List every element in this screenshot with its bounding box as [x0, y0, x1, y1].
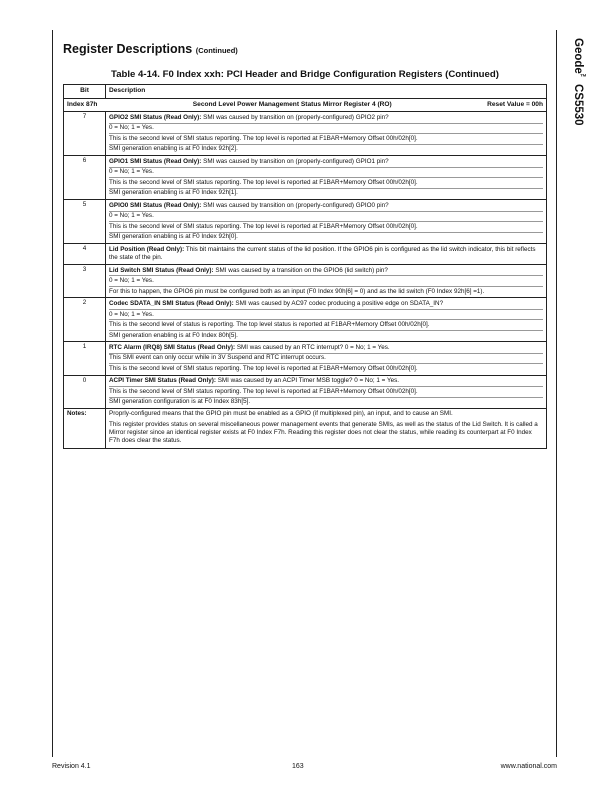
section-title: Register Descriptions (Continued) [63, 42, 238, 56]
table-row [64, 298, 547, 342]
bit-description [106, 156, 547, 200]
description-line: 0 = No; 1 = Yes. [109, 167, 543, 177]
bit-description [106, 342, 547, 375]
bit-number: 7 [64, 112, 106, 156]
index-row [64, 98, 547, 112]
bit-summary: SMI was caused by an ACPI Timer MSB toggle? 0 = No; 1 = Yes. [215, 377, 400, 385]
bit-description [106, 375, 547, 408]
description-line: 0 = No; 1 = Yes. [109, 211, 543, 221]
bit-number: 4 [64, 244, 106, 265]
bit-summary: SMI was caused by a transition on the GPIO6 (lid switch) pin? [213, 266, 388, 274]
bit-description [106, 298, 547, 342]
bit-number: 0 [64, 375, 106, 408]
table-row [64, 265, 547, 298]
note-item: This register provides status on several miscellaneous power management events that generate SMIs, as well as the status of the Lid Switch. It is called a Mirror register since an identical register exists at F0 Index F7h. Reading this register does not clear the status, while reading its counterpart at F0 Index F7h does clear the status. [109, 420, 538, 445]
bit-description [106, 112, 547, 156]
description-line: 0 = No; 1 = Yes. [109, 275, 543, 285]
bit-summary: SMI was caused by transition on (properly-configured) GPIO2 pin? [201, 114, 389, 121]
bit-column-header: Bit [64, 85, 106, 99]
side-product-title: Geode™ CS5530 [572, 38, 587, 126]
description-line: SMI generation configuration is at F0 Index 83h[5]. [109, 397, 543, 407]
description-line: For this to happen, the GPIO6 pin must be configured both as an input (F0 Index 90h[6] = 0) and as the lid switch (F0 Index 92h[6] =1). [109, 286, 543, 296]
footer-revision: Revision 4.1 [52, 763, 91, 770]
table-row [64, 375, 547, 408]
description-line: This is the second level of SMI status reporting. The top level is reported at F1BAR+Memory Offset 00h/02h[0]. [109, 363, 543, 373]
bit-summary: SMI was caused by transition on (properly-configured) GPIO0 pin? [201, 201, 389, 209]
index-label: Index 87h [67, 100, 98, 108]
bit-summary: SMI was caused by transition on (properly-configured) GPIO1 pin? [201, 157, 389, 165]
footer-url: www.national.com [500, 763, 557, 770]
bit-title: Codec SDATA_IN SMI Status (Read Only): [109, 300, 234, 308]
notes-content [106, 409, 547, 449]
description-line: This is the second level of SMI status reporting. The top level is reported at F1BAR+Memory Offset 00h/02h[0]. [109, 177, 543, 187]
table-caption: Table 4-14. F0 Index xxh: PCI Header and Bridge Configuration Registers (Continued) [111, 69, 499, 80]
description-column-header: Description [106, 85, 547, 99]
bit-title: RTC Alarm (IRQ8) SMI Status (Read Only): [109, 343, 236, 351]
table-row [64, 244, 547, 265]
bit-number: 5 [64, 200, 106, 244]
bit-summary: SMI was caused by AC97 codec producing a positive edge on SDATA_IN? [233, 300, 444, 308]
bit-title: Lid Position (Read Only): [109, 245, 185, 253]
bit-description [106, 244, 547, 265]
description-line: SMI generation enabling is at F0 Index 92h[2]. [109, 144, 543, 154]
bit-number: 3 [64, 265, 106, 298]
bit-title: GPIO2 SMI Status (Read Only): [109, 114, 202, 121]
bit-title: Lid Switch SMI Status (Read Only): [109, 266, 214, 274]
notes-row [64, 409, 547, 449]
description-line: This is the second level of SMI status reporting. The top level is reported at F1BAR+Memory Offset 00h/02h[0]. [109, 386, 543, 396]
table-row [64, 112, 547, 156]
notes-label: Notes: [64, 409, 106, 449]
bit-summary: SMI was caused by an RTC interrupt? 0 = No; 1 = Yes. [235, 343, 390, 351]
description-line: 0 = No; 1 = Yes. [109, 123, 543, 133]
description-line: SMI generation enabling is at F0 Index 92h[0]. [109, 232, 543, 242]
note-item: Proprly-configured means that the GPIO pin must be enabled as a GPIO (if multiplexed pin), an input, and to cause an SMI. [109, 410, 453, 418]
bit-number: 2 [64, 298, 106, 342]
bit-description [106, 200, 547, 244]
table-row [64, 342, 547, 375]
bit-title: GPIO0 SMI Status (Read Only): [109, 201, 202, 209]
description-line: This SMI event can only occur while in 3V Suspend and RTC interrupt occurs. [109, 353, 543, 363]
table-row [64, 200, 547, 244]
register-name: Second Level Power Management Status Mirror Register 4 (RO) [192, 100, 392, 108]
bit-summary: This bit maintains the current status of the lid position. If the GPIO6 pin is configured as the lid switch indicator, this bit reflects the state of the pin. [109, 245, 536, 262]
description-line: 0 = No; 1 = Yes. [109, 309, 543, 319]
description-line: This is the second level of SMI status reporting. The top level is reported at F1BAR+Memory Offset 00h/02h[0]. [109, 221, 543, 231]
bit-title: GPIO1 SMI Status (Read Only): [109, 157, 202, 165]
bit-description [106, 265, 547, 298]
description-line: This is the second level of status is reporting. The top level status is reported at F1BAR+Memory Offset 00h/02h[0]. [109, 319, 543, 329]
description-line: SMI generation enabling is at F0 Index 80h[5]. [109, 330, 543, 340]
register-table [63, 84, 547, 449]
footer-page-number: 163 [292, 763, 304, 770]
bit-number: 6 [64, 156, 106, 200]
description-line: This is the second level of SMI status reporting. The top level is reported at F1BAR+Memory Offset 00h/02h[0]. [109, 133, 543, 143]
description-line: SMI generation enabling is at F0 Index 92h[1]. [109, 188, 543, 198]
reset-value: Reset Value = 00h [487, 100, 543, 108]
table-row [64, 156, 547, 200]
bit-number: 1 [64, 342, 106, 375]
bit-title: ACPI Timer SMI Status (Read Only): [109, 377, 216, 385]
